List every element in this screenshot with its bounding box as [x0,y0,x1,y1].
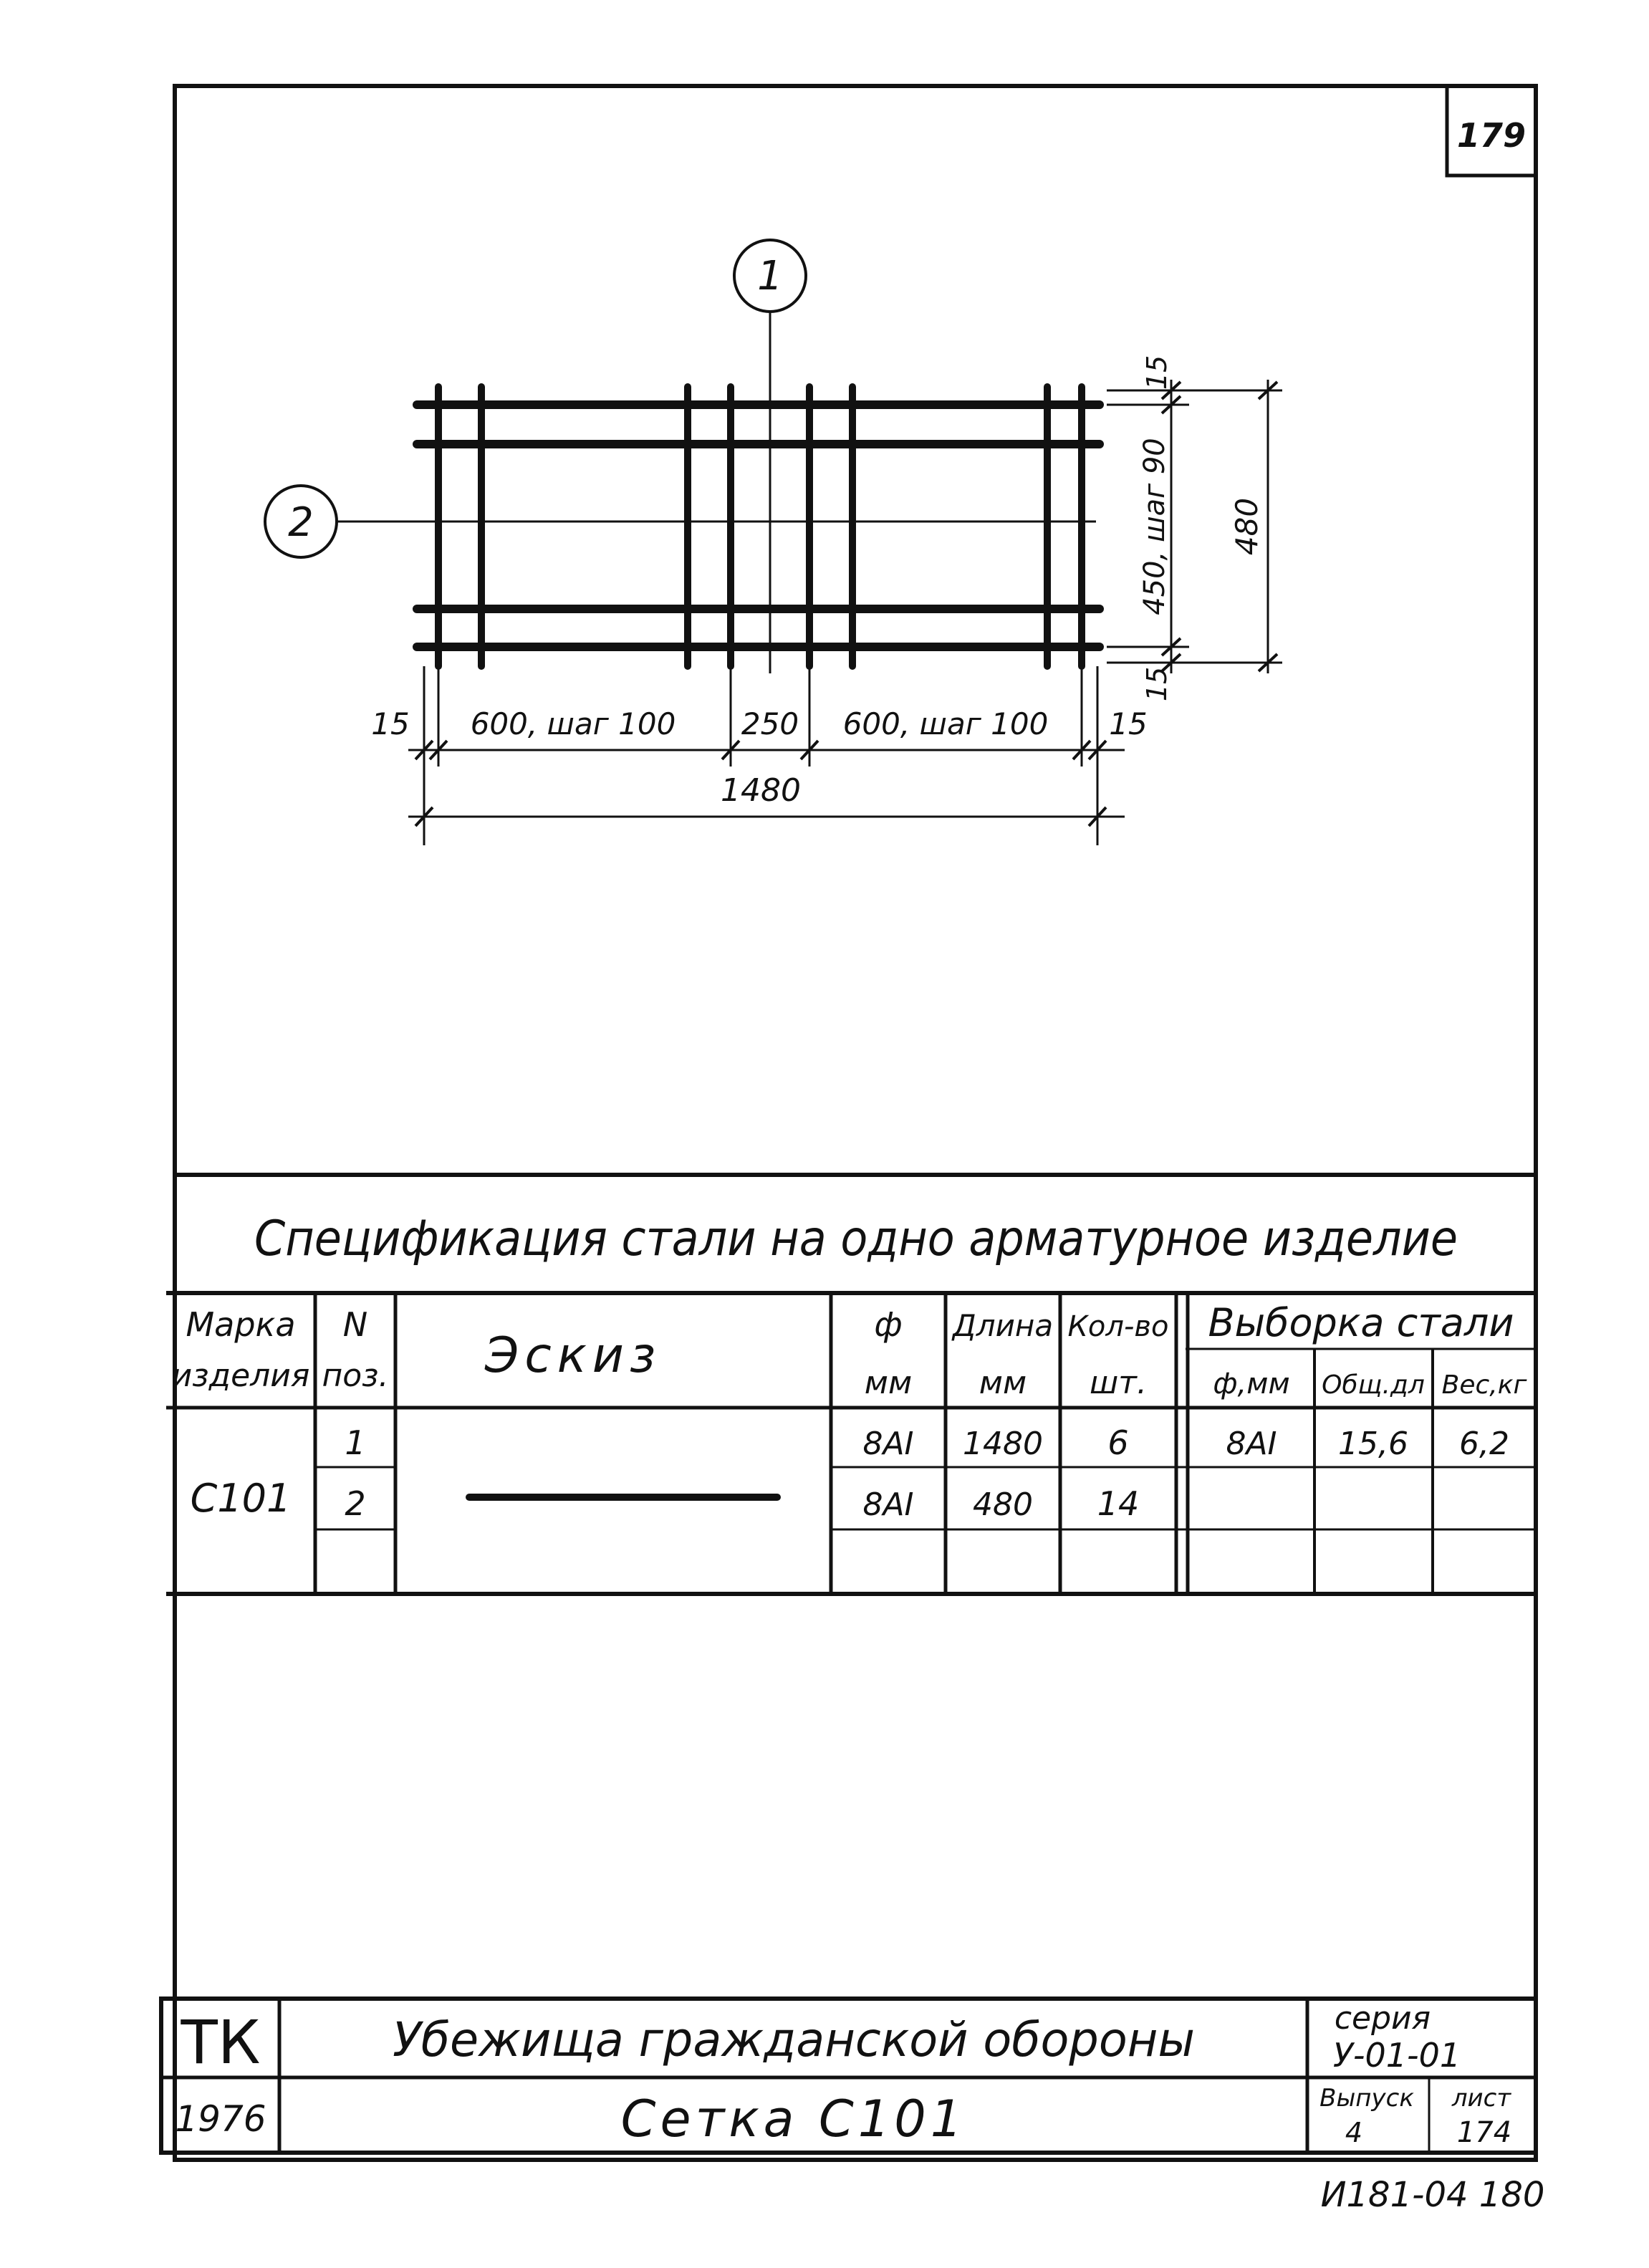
row2-pos: 2 [345,1484,366,1523]
dim-total-length: 1480 [721,772,801,809]
series-label: серия [1334,2000,1431,2037]
project-title: Убежища гражданской обороны [393,2012,1195,2067]
header-mark-line1: Марка [186,1305,296,1344]
sheet-value: 174 [1456,2116,1512,2149]
row1-sel-len: 15,6 [1338,1426,1408,1462]
header-len-line2: мм [979,1365,1027,1401]
header-qty-line1: Кол-во [1067,1310,1169,1343]
header-sel-dia: ф,мм [1213,1368,1290,1400]
dim-right-edge: 15 [1109,706,1148,741]
header-mark-line2: изделия [171,1358,310,1394]
dim-center-gap: 250 [741,706,799,741]
dim-left-span: 600, шаг 100 [470,706,676,741]
dim-total-width: 480 [1229,497,1264,556]
dim-right-span: 600, шаг 100 [842,706,1049,741]
issue-label: Выпуск [1319,2084,1414,2113]
row1-sel-dia: 8АI [1226,1426,1277,1462]
org-code: ТК [181,2007,261,2077]
dimensions [371,355,1282,845]
header-sel-len: Общ.дл [1322,1370,1425,1400]
mesh-sketch [265,240,1100,673]
row1-qty: 6 [1107,1423,1129,1462]
header-pos-line2: поз. [322,1358,389,1394]
header-dia-line1: ф [874,1305,903,1344]
sheet-label: лист [1451,2084,1511,2113]
header-sketch: Эскиз [484,1327,662,1384]
sheet-number: 179 [1456,116,1527,155]
dim-left-edge: 15 [371,706,410,741]
header-qty-line2: шт. [1090,1365,1147,1401]
row1-pos: 1 [345,1423,366,1462]
row2-qty: 14 [1097,1484,1140,1523]
callout-1-label: 1 [757,253,783,299]
dim-bottom-edge: 15 [1141,666,1173,702]
row1-dia: 8АI [862,1426,914,1462]
dim-side-span: 450, шаг 90 [1138,438,1171,615]
header-selection-title: Выборка стали [1208,1300,1514,1345]
issue-value: 4 [1345,2117,1363,2148]
title-block [159,1999,1536,2153]
header-dia-line2: мм [864,1365,913,1401]
dim-top-edge: 15 [1141,355,1173,390]
header-len-line1: Длина [952,1308,1054,1343]
row1-len: 1480 [963,1426,1043,1462]
header-pos-line1: N [342,1305,368,1344]
header-sel-wt: Вес,кг [1441,1370,1527,1400]
spec-mark: С101 [190,1476,292,1521]
row2-len: 480 [973,1486,1033,1523]
callout-2-label: 2 [288,499,314,546]
spec-table [166,1175,1536,1594]
row1-sel-wt: 6,2 [1459,1426,1509,1462]
drawing-name: Сетка С101 [620,2090,967,2148]
archive-note: И181-04 180 [1320,2175,1545,2215]
spec-title: Спецификация стали на одно арматурное изделие [254,1211,1458,1267]
year: 1976 [175,2098,266,2140]
series-value: У-01-01 [1332,2036,1461,2075]
row2-dia: 8АI [862,1486,914,1523]
